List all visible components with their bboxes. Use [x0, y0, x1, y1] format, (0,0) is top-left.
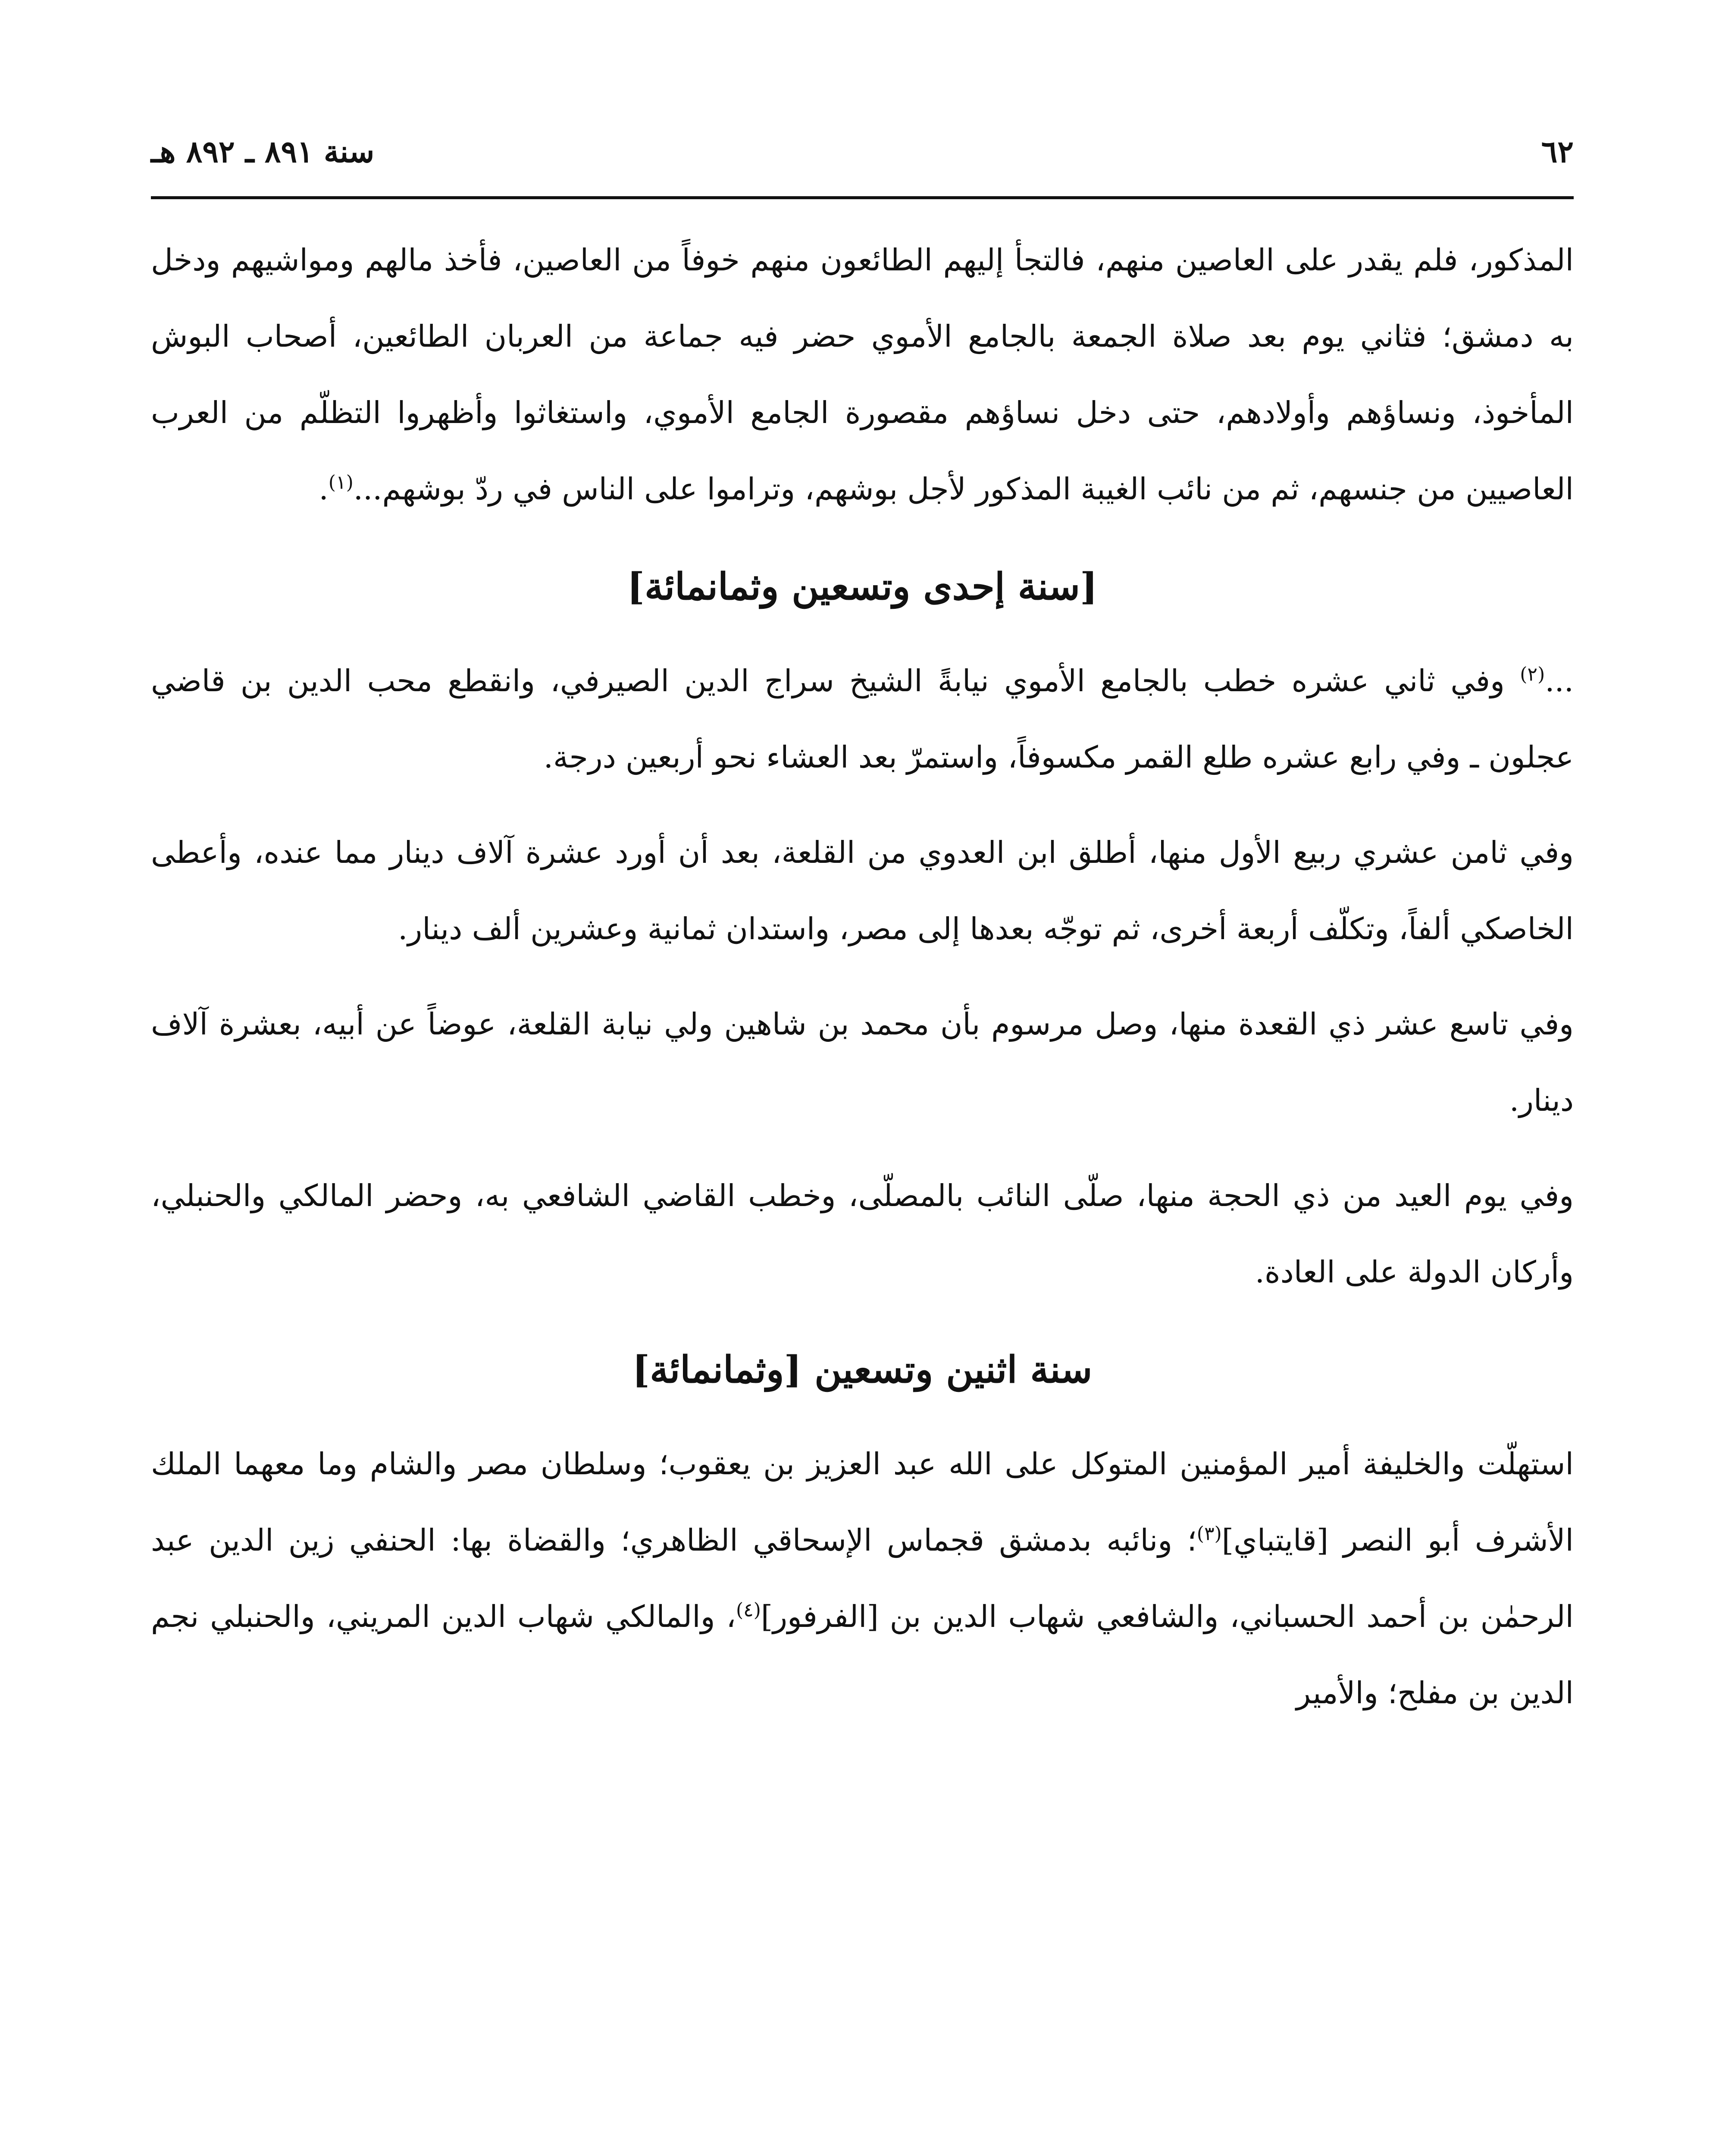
paragraph: ...$^{(٢)}$ وفي ثاني عشره خطب بالجامع الأموي نيابةً الشيخ سراج الدين الصيرفي، وانقطع محب الدين بن قاضي عجلون ـ وفي رابع عشره طلع القمر مكسوفاً، واستمرّ بعد العشاء نحو أربعين درجة.: [151, 663, 1574, 775]
footnote-ref: (٢): [1520, 663, 1545, 686]
section-heading: [سنة إحدى وتسعين وثمانمائة]: [627, 565, 1098, 608]
page-number: ٦٢: [1541, 134, 1574, 169]
footnote-ref: (٣): [1196, 1523, 1222, 1545]
paragraph: وفي تاسع عشر ذي القعدة منها، وصل مرسوم بأن محمد بن شاهين ولي نيابة القلعة، عوضاً عن أبيه، بعشرة آلاف دينار.: [151, 1006, 1574, 1118]
section-heading: سنة اثنين وتسعين [وثمانمائة]: [632, 1348, 1093, 1391]
running-header: [151, 134, 1574, 185]
footnote-ref: (١): [328, 471, 354, 494]
header-rule: [151, 196, 1574, 199]
running-title: سنة ٨٩١ ـ ٨٩٢ هـ: [151, 134, 375, 169]
body-text: [151, 222, 1574, 1731]
paragraph: المذكور، فلم يقدر على العاصين منهم، فالتجأ إليهم الطائعون منهم خوفاً من العاصين، فأخذ مالهم ومواشيهم ودخل به دمشق؛ فثاني يوم بعد صلاة الجمعة بالجامع الأموي حضر فيه جماعة من العربان الطائعين، أصحاب البوش المأخوذ، ونساؤهم وأولادهم، حتى دخل نساؤهم مقصورة الجامع الأموي، واستغاثوا وأظهروا التظلّم من العرب العاصيين من جنسهم، ثم من نائب الغيبة المذكور لأجل بوشهم، وتراموا على الناس في ردّ بوشهم...$^{(١)}$.: [151, 242, 1574, 507]
book-page: [151, 108, 1574, 2156]
paragraph: وفي يوم العيد من ذي الحجة منها، صلّى النائب بالمصلّى، وخطب القاضي الشافعي به، وحضر المالكي والحنبلي، وأركان الدولة على العادة.: [151, 1178, 1574, 1290]
paragraph: استهلّت والخليفة أمير المؤمنين المتوكل على الله عبد العزيز بن يعقوب؛ وسلطان مصر والشام وما معهما الملك الأشرف أبو النصر [قايتباي]$^{(٣)}$؛ ونائبه بدمشق قجماس الإسحاقي الظاهري؛ والقضاة بها: الحنفي زين الدين عبد الرحمٰن بن أحمد الحسباني، والشافعي شهاب الدين بن [الفرفور]$^{(٤)}$، والمالكي شهاب الدين المريني، والحنبلي نجم الدين بن مفلح؛ والأمير: [151, 1446, 1574, 1711]
footnote-ref: (٤): [736, 1599, 761, 1621]
paragraph: وفي ثامن عشري ربيع الأول منها، أطلق ابن العدوي من القلعة، بعد أن أورد عشرة آلاف دينار مما عنده، وأعطى الخاصكي ألفاً، وتكلّف أربعة أخرى، ثم توجّه بعدها إلى مصر، واستدان ثمانية وعشرين ألف دينار.: [151, 835, 1574, 946]
